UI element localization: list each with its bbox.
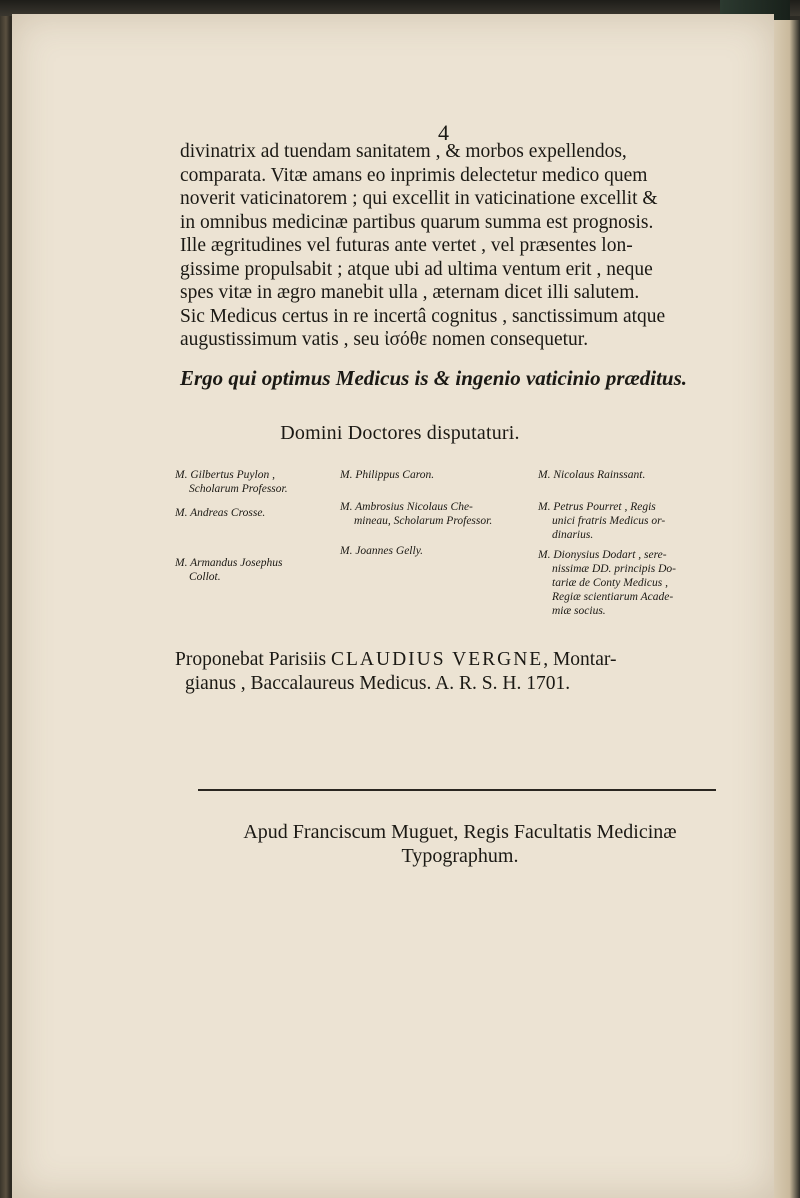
doctor-entry <box>538 500 728 542</box>
doctor-title: dinarius. <box>552 529 594 541</box>
body-line: in omnibus medicinæ partibus quarum summa est prognosis. <box>180 211 654 233</box>
proposer-prefix: Proponebat Parisiis <box>175 649 327 670</box>
doctor-title: Scholarum Professor. <box>189 483 288 495</box>
imprint-line-1: Apud Franciscum Muguet, Regis Facultatis Medicinæ <box>243 821 677 843</box>
doctor-name: M. Joannes Gelly. <box>340 545 424 557</box>
doctor-name: M. Philippus Caron. <box>340 469 435 481</box>
body-line: divinatrix ad tuendam sanitatem , & morbos expellendos, <box>180 141 627 162</box>
doctor-name: M. Armandus Josephus <box>175 557 283 569</box>
conclusion-statement: Ergo qui optimus Medicus is & ingenio vaticinio præditus. <box>180 366 688 390</box>
body-line: augustissimum vatis , seu ἰσόθε nomen consequetur. <box>180 329 589 350</box>
body-line: Sic Medicus certus in re incertâ cognitus , sanctissimum atque <box>180 305 666 327</box>
doctor-name: M. Nicolaus Rainssant. <box>538 469 646 481</box>
proposer-name: CLAUDIUS VERGNE <box>331 649 544 670</box>
doctor-title: Collot. <box>189 571 221 583</box>
proposer-line-1 <box>175 648 725 672</box>
body-line: Ille ægritudines vel futuras ante vertet , vel præsentes lon- <box>180 235 633 256</box>
doctors-column-1 <box>175 468 335 594</box>
doctor-name: M. Gilbertus Puylon , <box>175 469 275 481</box>
doctors-column-2 <box>340 468 530 568</box>
proposer-line-2: gianus , Baccalaureus Medicus. A. R. S. H. 1701. <box>185 672 571 694</box>
doctor-title: Regiæ scientiarum Acade- <box>552 591 674 603</box>
imprint-block <box>205 820 715 868</box>
doctor-title: tariæ de Conty Medicus , <box>552 577 668 589</box>
doctor-entry <box>340 500 530 528</box>
doctor-name: M. Ambrosius Nicolaus Che- <box>340 501 473 513</box>
doctor-name: M. Dionysius Dodart , sere- <box>538 549 667 561</box>
doctor-name: M. Petrus Pourret , Regis <box>538 501 656 513</box>
body-paragraph <box>180 140 722 352</box>
doctor-title: nissimæ DD. principis Do- <box>552 563 676 575</box>
doctors-column-3 <box>538 468 728 628</box>
doctor-entry <box>538 548 728 618</box>
horizontal-rule <box>198 789 716 791</box>
imprint-line-2: Typographum. <box>401 845 519 867</box>
doctor-title: mineau, Scholarum Professor. <box>354 515 493 527</box>
doctor-entry <box>175 506 335 520</box>
doctor-entry <box>175 468 335 496</box>
body-line: gissime propulsabit ; atque ubi ad ultima ventum erit , neque <box>180 258 653 280</box>
body-line: comparata. Vitæ amans eo inprimis delectetur medico quem <box>180 164 648 186</box>
doctor-entry <box>340 468 530 482</box>
doctor-title: miæ socius. <box>552 605 606 617</box>
body-line: noverit vaticinatorem ; qui excellit in vaticinatione excellit & <box>180 188 658 209</box>
doctor-name: M. Andreas Crosse. <box>175 507 266 519</box>
doctores-heading: Domini Doctores disputaturi. <box>280 422 520 444</box>
doctor-entry <box>175 556 335 584</box>
proposer-block <box>175 648 725 695</box>
doctor-title: unici fratris Medicus or- <box>552 515 666 527</box>
proposer-suffix: , Montar- <box>543 649 617 670</box>
page-number: 4 <box>438 120 449 145</box>
doctor-entry <box>340 544 530 558</box>
body-line: spes vitæ in ægro manebit ulla , æternam dicet illi salutem. <box>180 282 640 303</box>
doctor-entry <box>538 468 728 482</box>
